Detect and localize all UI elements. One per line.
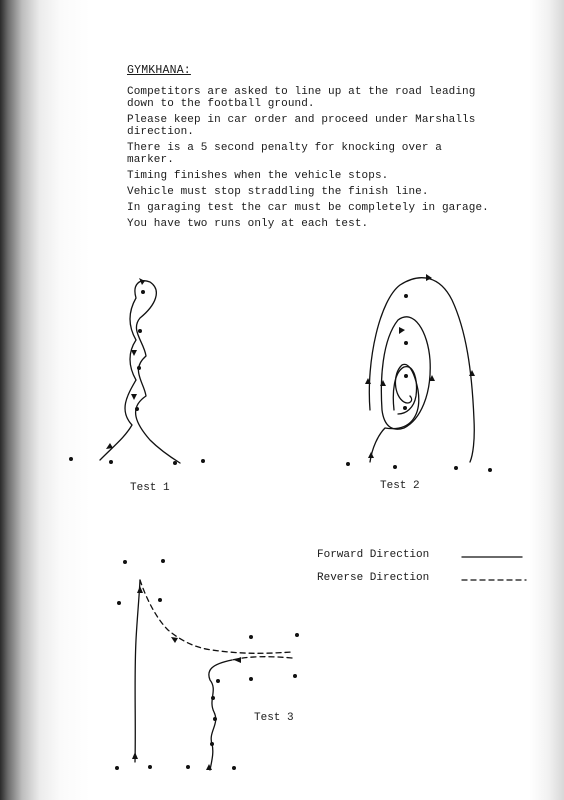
marker-dot [158,598,162,602]
marker-dot [213,717,217,721]
rule-item: Vehicle must stop straddling the finish line. [127,186,429,198]
rule-item: Timing finishes when the vehicle stops. [127,170,389,182]
legend-forward-label: Forward Direction [317,549,430,561]
test1-arrow [131,394,137,400]
test3-reverse-path [140,580,292,653]
marker-dot [109,460,113,464]
marker-dot [211,696,215,700]
marker-dot [141,290,145,294]
test1-diagram [69,278,205,465]
test3-label: Test 3 [254,712,294,724]
test2-loop-outer [369,278,474,462]
test3-arrow [171,637,178,643]
marker-dot [69,457,73,461]
marker-dot [249,677,253,681]
rule-item: Competitors are asked to line up at the road leading down to the football ground. [127,86,476,110]
marker-dot [232,766,236,770]
test2-diagram [346,274,492,472]
marker-dot [117,601,121,605]
test2-label: Test 2 [380,480,420,492]
marker-dot [216,679,220,683]
marker-dot [123,560,127,564]
test1-arrow [131,350,137,356]
marker-dot [293,674,297,678]
rule-item: There is a 5 second penalty for knocking over a marker. [127,142,442,166]
test2-arrow [368,452,374,458]
marker-dot [403,406,407,410]
test2-arrow [399,327,405,334]
test3-forward-path [209,660,232,770]
marker-dot [404,294,408,298]
test3-forward-path [135,580,140,762]
marker-dot [201,459,205,463]
marker-dot [115,766,119,770]
test1-arrow [106,443,113,449]
test3-diagram [115,559,299,770]
marker-dot [135,407,139,411]
marker-dot [137,366,141,370]
marker-dot [454,466,458,470]
rule-item: You have two runs only at each test. [127,218,369,230]
marker-dot [148,765,152,769]
marker-dot [249,635,253,639]
marker-dot [404,374,408,378]
marker-dot [346,462,350,466]
rule-item: In garaging test the car must be completely in garage. [127,202,489,214]
test3-arrow [137,586,143,593]
test1-label: Test 1 [130,482,170,494]
test3-arrow [132,752,138,759]
rule-item: Please keep in car order and proceed under Marshalls direction. [127,114,476,138]
marker-dot [173,461,177,465]
test1-path [100,281,180,463]
marker-dot [488,468,492,472]
marker-dot [295,633,299,637]
test2-path [370,364,419,462]
marker-dot [393,465,397,469]
marker-dot [138,329,142,333]
marker-dot [404,341,408,345]
marker-dot [210,742,214,746]
marker-dot [186,765,190,769]
test3-arrow [234,657,241,663]
marker-dot [161,559,165,563]
document-heading: GYMKHANA: [127,64,191,77]
legend-reverse-label: Reverse Direction [317,572,430,584]
